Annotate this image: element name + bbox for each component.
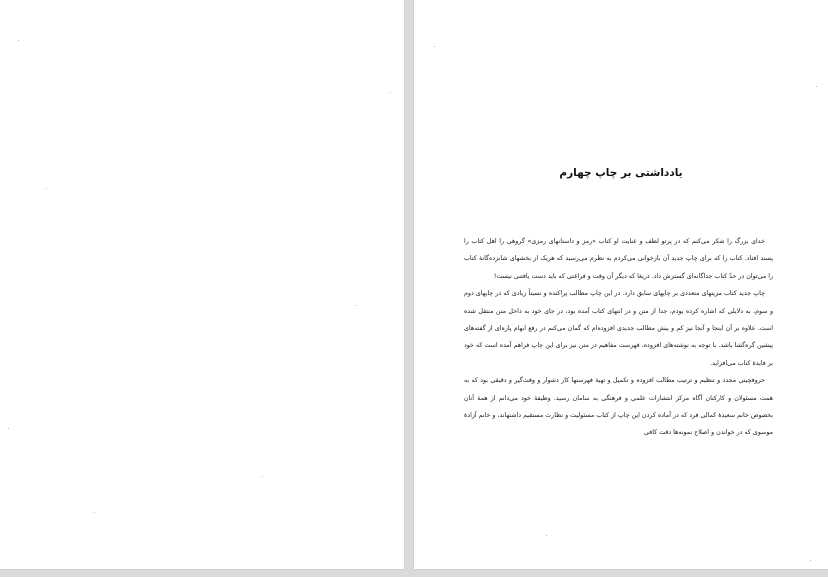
paragraph-3: حروفچینی مجدد و تنظیم و ترتیب مطالب افزوده و تکمیل و تهیهٔ فهرستها کار دشوار و وقت‌گیر و دقیقی بود که به همت مسئولان و کارکنان آگاه مرکز انتشارات علمی و فرهنگی به سامان رسید. وظیفهٔ خود می‌دانم از همهٔ آنان بخصوص خانم سعیدهٔ کمالی فرد که در آماده کردن این چاپ از کتاب مسئولیت و نظارت مستقیم داشتهاند، و خانم آزادهٔ موسوی که در خواندن و اصلاح نمونه‌ها دقت کافی <box>464 377 773 437</box>
body-text <box>464 233 773 442</box>
scan-speck <box>46 188 47 189</box>
right-page <box>414 0 828 569</box>
scan-speck <box>355 305 356 306</box>
scan-speck <box>546 535 547 536</box>
scan-speck <box>810 560 811 561</box>
left-page <box>0 0 404 569</box>
scan-speck <box>816 86 817 87</box>
scan-speck <box>18 40 19 41</box>
scan-speck <box>94 512 95 513</box>
scan-speck <box>262 476 263 477</box>
scan-speck <box>8 428 9 429</box>
paragraph-1: خدای بزرگ را شکر می‌کنم که در پرتو لطف و عنایت او کتاب «رمز و داستانهای رمزی» گروهی را اهل کتاب را پسند افتاد. کتاب را که برای چاپ جدید آن بازخوانی می‌کردم به نظرم می‌رسید که هریک از بخشهای شانزده‌گانهٔ کتاب را می‌توان در حدّ کتاب جداگانه‌ای گسترش داد. دریغا که دیگر آن وقت و فراغتی که باید دست یافتنی نیست! <box>464 238 773 280</box>
paragraph-2: چاپ جدید کتاب مزیتهای متعددی بر چاپهای سابق دارد. در این چاپ مطالب پراکنده و نسبتاً زیادی که در چاپهای دوم و سوم، به دلایلی که اشاره کرده بودم، جدا از متن و در انتهای کتاب آمده بود، در جای خود به داخل متن منتقل شده است. علاوه بر آن اینجا و آنجا نیز کم و بیش مطالب جدیدی افزوده‌ام که گمان می‌کنم در رفع ابهام پاره‌ای از گفته‌های پیشین گره‌گشا باشد. با توجه به نوشته‌های افزوده، فهرست مفاهیم در متن نیز برای این چاپ فراهم آمده است که خود بر فایدهٔ کتاب می‌افزاید. <box>464 290 773 367</box>
scan-speck <box>434 46 435 47</box>
scan-speck <box>390 92 391 93</box>
page-heading: یادداشتی بر چاپ چهارم <box>559 167 683 179</box>
